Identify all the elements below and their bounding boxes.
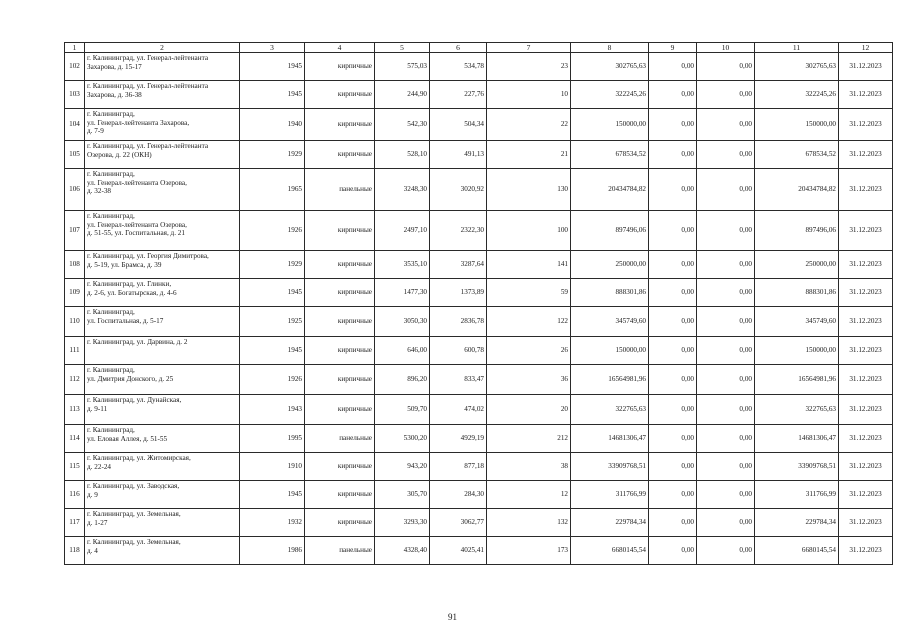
row-number: 113	[65, 395, 85, 425]
fund-cell: 0,00	[649, 109, 697, 141]
address-cell	[85, 53, 240, 81]
table-row	[65, 53, 893, 81]
column-header: 9	[649, 43, 697, 53]
residents-cell: 22	[487, 109, 571, 141]
address-line: д. 7-9	[87, 127, 104, 136]
budget-cell: 0,00	[697, 53, 755, 81]
fund-cell: 0,00	[649, 251, 697, 279]
address-line: г. Калининград, ул. Генерал-лейтенанта	[87, 82, 209, 90]
row-number: 117	[65, 509, 85, 537]
budget-cell: 0,00	[697, 509, 755, 537]
address-cell	[85, 307, 240, 337]
row-number: 102	[65, 53, 85, 81]
row-number: 109	[65, 279, 85, 307]
living-area-cell: 833,47	[430, 365, 487, 395]
material-cell: кирпичные	[305, 251, 375, 279]
year-cell: 1929	[240, 141, 305, 169]
table-row	[65, 279, 893, 307]
year-cell: 1945	[240, 53, 305, 81]
row-number: 106	[65, 169, 85, 211]
residents-cell: 59	[487, 279, 571, 307]
cost-cell: 897496,06	[571, 211, 649, 251]
owners-cell: 678534,52	[755, 141, 839, 169]
address-line: д. 5-19, ул. Брамса, д. 39	[87, 260, 162, 269]
year-cell: 1932	[240, 509, 305, 537]
deadline-cell: 31.12.2023	[839, 395, 893, 425]
living-area-cell: 227,76	[430, 81, 487, 109]
fund-cell: 0,00	[649, 425, 697, 453]
address-cell	[85, 169, 240, 211]
column-header: 1	[65, 43, 85, 53]
budget-cell: 0,00	[697, 337, 755, 365]
row-number: 108	[65, 251, 85, 279]
deadline-cell: 31.12.2023	[839, 279, 893, 307]
living-area-cell: 4025,41	[430, 537, 487, 565]
year-cell: 1940	[240, 109, 305, 141]
material-cell: кирпичные	[305, 141, 375, 169]
column-header: 4	[305, 43, 375, 53]
address-cell	[85, 141, 240, 169]
address-cell	[85, 395, 240, 425]
address-line: г. Калининград, ул. Земельная,	[87, 538, 181, 546]
address-cell	[85, 81, 240, 109]
budget-cell: 0,00	[697, 81, 755, 109]
address-line: г. Калининград, ул. Житомирская,	[87, 454, 191, 462]
material-cell: кирпичные	[305, 481, 375, 509]
residents-cell: 26	[487, 337, 571, 365]
address-cell	[85, 425, 240, 453]
deadline-cell: 31.12.2023	[839, 509, 893, 537]
year-cell: 1945	[240, 81, 305, 109]
address-line: ул. Госпитальная, д. 5-17	[87, 316, 164, 325]
row-number: 107	[65, 211, 85, 251]
budget-cell: 0,00	[697, 395, 755, 425]
owners-cell: 33909768,51	[755, 453, 839, 481]
total-area-cell: 244,90	[375, 81, 430, 109]
row-number: 105	[65, 141, 85, 169]
address-line: д. 9	[87, 490, 98, 499]
fund-cell: 0,00	[649, 537, 697, 565]
budget-cell: 0,00	[697, 537, 755, 565]
fund-cell: 0,00	[649, 481, 697, 509]
cost-cell: 20434784,82	[571, 169, 649, 211]
owners-cell: 345749,60	[755, 307, 839, 337]
owners-cell: 150000,00	[755, 109, 839, 141]
living-area-cell: 534,78	[430, 53, 487, 81]
address-line: ул. Генерал-лейтенанта Захарова,	[87, 118, 190, 127]
residents-cell: 173	[487, 537, 571, 565]
living-area-cell: 504,34	[430, 109, 487, 141]
address-line: г. Калининград, ул. Заводская,	[87, 482, 180, 490]
owners-cell: 229784,34	[755, 509, 839, 537]
year-cell: 1929	[240, 251, 305, 279]
address-line: г. Калининград,	[87, 110, 135, 118]
living-area-cell: 4929,19	[430, 425, 487, 453]
cost-cell: 311766,99	[571, 481, 649, 509]
budget-cell: 0,00	[697, 279, 755, 307]
column-number-row	[65, 43, 893, 53]
material-cell: панельные	[305, 425, 375, 453]
material-cell: кирпичные	[305, 307, 375, 337]
fund-cell: 0,00	[649, 395, 697, 425]
address-line: г. Калининград,	[87, 212, 135, 220]
year-cell: 1995	[240, 425, 305, 453]
owners-cell: 250000,00	[755, 251, 839, 279]
material-cell: кирпичные	[305, 509, 375, 537]
table-row	[65, 425, 893, 453]
address-line: г. Калининград, ул. Георгия Димитрова,	[87, 252, 209, 260]
column-header: 3	[240, 43, 305, 53]
fund-cell: 0,00	[649, 169, 697, 211]
year-cell: 1925	[240, 307, 305, 337]
address-line: г. Калининград, ул. Дарвина, д. 2	[87, 338, 188, 346]
address-cell	[85, 481, 240, 509]
total-area-cell: 4328,40	[375, 537, 430, 565]
owners-cell: 888301,86	[755, 279, 839, 307]
budget-cell: 0,00	[697, 251, 755, 279]
fund-cell: 0,00	[649, 141, 697, 169]
deadline-cell: 31.12.2023	[839, 81, 893, 109]
fund-cell: 0,00	[649, 81, 697, 109]
address-line: ул. Генерал-лейтенанта Озерова,	[87, 178, 187, 187]
total-area-cell: 305,70	[375, 481, 430, 509]
total-area-cell: 509,70	[375, 395, 430, 425]
living-area-cell: 491,13	[430, 141, 487, 169]
material-cell: кирпичные	[305, 395, 375, 425]
year-cell: 1945	[240, 481, 305, 509]
fund-cell: 0,00	[649, 211, 697, 251]
table-row	[65, 169, 893, 211]
column-header: 7	[487, 43, 571, 53]
living-area-cell: 3287,64	[430, 251, 487, 279]
living-area-cell: 3062,77	[430, 509, 487, 537]
address-line: д. 51-55, ул. Госпитальная, д. 21	[87, 229, 185, 238]
deadline-cell: 31.12.2023	[839, 365, 893, 395]
fund-cell: 0,00	[649, 53, 697, 81]
address-line: д. 22-24	[87, 462, 112, 471]
residents-cell: 10	[487, 81, 571, 109]
fund-cell: 0,00	[649, 365, 697, 395]
address-cell	[85, 251, 240, 279]
owners-cell: 150000,00	[755, 337, 839, 365]
table-row	[65, 307, 893, 337]
address-line: г. Калининград, ул. Земельная,	[87, 510, 181, 518]
address-line: ул. Генерал-лейтенанта Озерова,	[87, 220, 187, 229]
address-cell	[85, 537, 240, 565]
living-area-cell: 474,02	[430, 395, 487, 425]
owners-cell: 6680145,54	[755, 537, 839, 565]
owners-cell: 20434784,82	[755, 169, 839, 211]
owners-cell: 302765,63	[755, 53, 839, 81]
column-header: 12	[839, 43, 893, 53]
total-area-cell: 943,20	[375, 453, 430, 481]
budget-cell: 0,00	[697, 365, 755, 395]
residents-cell: 212	[487, 425, 571, 453]
column-header: 2	[85, 43, 240, 53]
row-number: 111	[65, 337, 85, 365]
housing-table	[64, 42, 893, 565]
cost-cell: 250000,00	[571, 251, 649, 279]
table-row	[65, 509, 893, 537]
address-line: Захарова, д. 36-38	[87, 90, 142, 99]
total-area-cell: 575,03	[375, 53, 430, 81]
material-cell: кирпичные	[305, 81, 375, 109]
year-cell: 1926	[240, 211, 305, 251]
column-header: 5	[375, 43, 430, 53]
year-cell: 1965	[240, 169, 305, 211]
page-number: 91	[448, 612, 457, 622]
living-area-cell: 600,78	[430, 337, 487, 365]
residents-cell: 141	[487, 251, 571, 279]
total-area-cell: 3535,10	[375, 251, 430, 279]
material-cell: кирпичные	[305, 211, 375, 251]
address-line: г. Калининград,	[87, 170, 135, 178]
row-number: 103	[65, 81, 85, 109]
address-line: г. Калининград, ул. Генерал-лейтенанта	[87, 142, 209, 150]
residents-cell: 12	[487, 481, 571, 509]
deadline-cell: 31.12.2023	[839, 537, 893, 565]
cost-cell: 302765,63	[571, 53, 649, 81]
residents-cell: 20	[487, 395, 571, 425]
table-row	[65, 109, 893, 141]
budget-cell: 0,00	[697, 307, 755, 337]
fund-cell: 0,00	[649, 337, 697, 365]
address-cell	[85, 211, 240, 251]
total-area-cell: 3050,30	[375, 307, 430, 337]
row-number: 110	[65, 307, 85, 337]
year-cell: 1945	[240, 279, 305, 307]
table-row	[65, 81, 893, 109]
table-row	[65, 481, 893, 509]
material-cell: кирпичные	[305, 365, 375, 395]
address-line: д. 9-11	[87, 404, 108, 413]
year-cell: 1943	[240, 395, 305, 425]
table-row	[65, 537, 893, 565]
material-cell: кирпичные	[305, 109, 375, 141]
material-cell: панельные	[305, 537, 375, 565]
living-area-cell: 877,18	[430, 453, 487, 481]
deadline-cell: 31.12.2023	[839, 109, 893, 141]
deadline-cell: 31.12.2023	[839, 53, 893, 81]
address-line: д. 2-6, ул. Богатырская, д. 4-6	[87, 288, 177, 297]
total-area-cell: 542,30	[375, 109, 430, 141]
table-row	[65, 141, 893, 169]
living-area-cell: 2836,78	[430, 307, 487, 337]
column-header: 10	[697, 43, 755, 53]
cost-cell: 678534,52	[571, 141, 649, 169]
material-cell: панельные	[305, 169, 375, 211]
address-line: ул. Еловая Аллея, д. 51-55	[87, 434, 168, 443]
owners-cell: 897496,06	[755, 211, 839, 251]
residents-cell: 130	[487, 169, 571, 211]
cost-cell: 16564981,96	[571, 365, 649, 395]
address-cell	[85, 365, 240, 395]
residents-cell: 38	[487, 453, 571, 481]
row-number: 116	[65, 481, 85, 509]
address-cell	[85, 453, 240, 481]
total-area-cell: 528,10	[375, 141, 430, 169]
table-row	[65, 211, 893, 251]
address-line: г. Калининград, ул. Дунайская,	[87, 396, 182, 404]
owners-cell: 311766,99	[755, 481, 839, 509]
deadline-cell: 31.12.2023	[839, 481, 893, 509]
year-cell: 1986	[240, 537, 305, 565]
address-line: г. Калининград, ул. Генерал-лейтенанта	[87, 54, 209, 62]
row-number: 104	[65, 109, 85, 141]
address-cell	[85, 109, 240, 141]
row-number: 112	[65, 365, 85, 395]
deadline-cell: 31.12.2023	[839, 211, 893, 251]
cost-cell: 322765,63	[571, 395, 649, 425]
deadline-cell: 31.12.2023	[839, 453, 893, 481]
address-line: г. Калининград,	[87, 308, 135, 316]
deadline-cell: 31.12.2023	[839, 307, 893, 337]
total-area-cell: 3248,30	[375, 169, 430, 211]
living-area-cell: 3020,92	[430, 169, 487, 211]
table-row	[65, 365, 893, 395]
address-line: д. 32-38	[87, 187, 112, 196]
owners-cell: 322245,26	[755, 81, 839, 109]
fund-cell: 0,00	[649, 509, 697, 537]
total-area-cell: 1477,30	[375, 279, 430, 307]
year-cell: 1910	[240, 453, 305, 481]
table-row	[65, 453, 893, 481]
year-cell: 1926	[240, 365, 305, 395]
deadline-cell: 31.12.2023	[839, 251, 893, 279]
budget-cell: 0,00	[697, 141, 755, 169]
residents-cell: 132	[487, 509, 571, 537]
budget-cell: 0,00	[697, 481, 755, 509]
table-row	[65, 395, 893, 425]
owners-cell: 14681306,47	[755, 425, 839, 453]
cost-cell: 14681306,47	[571, 425, 649, 453]
address-line: г. Калининград,	[87, 426, 135, 434]
fund-cell: 0,00	[649, 279, 697, 307]
cost-cell: 6680145,54	[571, 537, 649, 565]
living-area-cell: 284,30	[430, 481, 487, 509]
row-number: 115	[65, 453, 85, 481]
row-number: 114	[65, 425, 85, 453]
total-area-cell: 646,00	[375, 337, 430, 365]
column-header: 6	[430, 43, 487, 53]
deadline-cell: 31.12.2023	[839, 141, 893, 169]
budget-cell: 0,00	[697, 109, 755, 141]
residents-cell: 21	[487, 141, 571, 169]
total-area-cell: 896,20	[375, 365, 430, 395]
deadline-cell: 31.12.2023	[839, 425, 893, 453]
residents-cell: 122	[487, 307, 571, 337]
residents-cell: 23	[487, 53, 571, 81]
deadline-cell: 31.12.2023	[839, 337, 893, 365]
cost-cell: 229784,34	[571, 509, 649, 537]
living-area-cell: 1373,89	[430, 279, 487, 307]
address-line: г. Калининград, ул. Глинки,	[87, 280, 172, 288]
address-line: д. 4	[87, 546, 98, 555]
cost-cell: 888301,86	[571, 279, 649, 307]
cost-cell: 33909768,51	[571, 453, 649, 481]
material-cell: кирпичные	[305, 337, 375, 365]
total-area-cell: 2497,10	[375, 211, 430, 251]
address-line: д. 1-27	[87, 518, 108, 527]
address-line: г. Калининград,	[87, 366, 135, 374]
table-row	[65, 251, 893, 279]
address-cell	[85, 337, 240, 365]
total-area-cell: 5300,20	[375, 425, 430, 453]
fund-cell: 0,00	[649, 453, 697, 481]
owners-cell: 16564981,96	[755, 365, 839, 395]
table-row	[65, 337, 893, 365]
address-line: Захарова, д. 15-17	[87, 62, 142, 71]
address-cell	[85, 509, 240, 537]
budget-cell: 0,00	[697, 425, 755, 453]
cost-cell: 322245,26	[571, 81, 649, 109]
material-cell: кирпичные	[305, 453, 375, 481]
material-cell: кирпичные	[305, 53, 375, 81]
residents-cell: 36	[487, 365, 571, 395]
total-area-cell: 3293,30	[375, 509, 430, 537]
material-cell: кирпичные	[305, 279, 375, 307]
row-number: 118	[65, 537, 85, 565]
address-line: Озерова, д. 22 (ОКН)	[87, 150, 152, 159]
fund-cell: 0,00	[649, 307, 697, 337]
column-header: 11	[755, 43, 839, 53]
budget-cell: 0,00	[697, 211, 755, 251]
address-cell	[85, 279, 240, 307]
deadline-cell: 31.12.2023	[839, 169, 893, 211]
budget-cell: 0,00	[697, 453, 755, 481]
cost-cell: 345749,60	[571, 307, 649, 337]
living-area-cell: 2322,30	[430, 211, 487, 251]
budget-cell: 0,00	[697, 169, 755, 211]
cost-cell: 150000,00	[571, 109, 649, 141]
address-line: ул. Дмитрия Донского, д. 25	[87, 374, 174, 383]
cost-cell: 150000,00	[571, 337, 649, 365]
residents-cell: 100	[487, 211, 571, 251]
column-header: 8	[571, 43, 649, 53]
owners-cell: 322765,63	[755, 395, 839, 425]
year-cell: 1945	[240, 337, 305, 365]
